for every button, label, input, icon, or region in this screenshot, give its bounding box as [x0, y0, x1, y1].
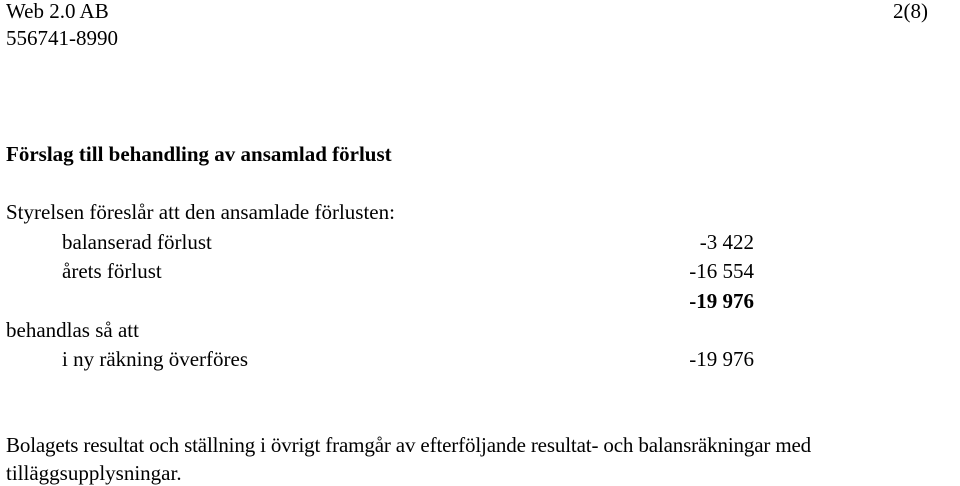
- treatment-label: behandlas så att: [6, 318, 139, 342]
- total-value: -19 976: [689, 289, 754, 313]
- item-value: -3 422: [699, 230, 754, 254]
- section-heading: Förslag till behandling av ansamlad förlust: [6, 142, 392, 166]
- intro-text: Styrelsen föreslår att den ansamlade förlusten:: [6, 200, 395, 224]
- page-number: 2(8): [893, 0, 928, 23]
- footer-line-1: Bolagets resultat och ställning i övrigt framgår av efterföljande resultat- och balansräkningar med: [6, 433, 812, 457]
- item-value: -16 554: [689, 259, 754, 283]
- item-label: årets förlust: [62, 259, 162, 283]
- transfer-value: -19 976: [689, 347, 754, 371]
- transfer-label: i ny räkning överföres: [62, 347, 249, 371]
- company-name: Web 2.0 AB: [6, 0, 109, 23]
- org-number: 556741-8990: [6, 26, 118, 50]
- footer-line-2: tilläggsupplysningar.: [6, 461, 182, 485]
- item-label: balanserad förlust: [62, 230, 212, 254]
